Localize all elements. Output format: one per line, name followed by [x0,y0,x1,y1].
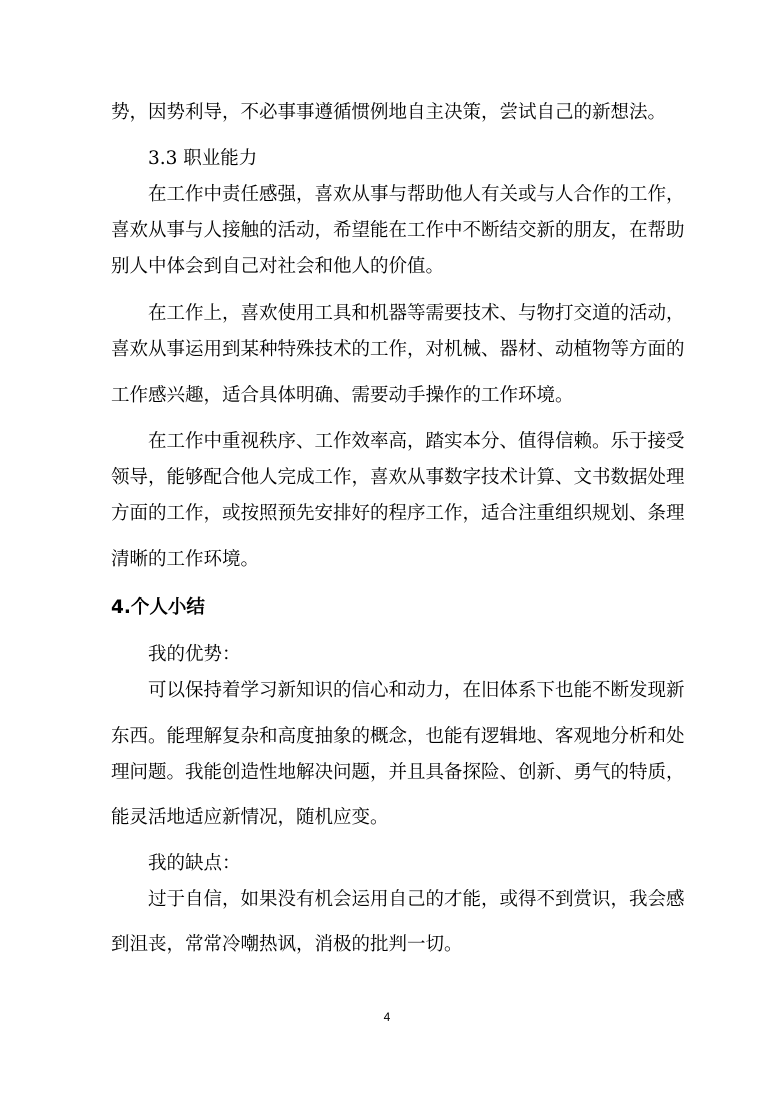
paragraph-line: 在工作上，喜欢使用工具和机器等需要技术、与物打交道的活动， [148,303,685,324]
paragraph-line: 在工作中责任感强，喜欢从事与帮助他人有关或与人合作的工作， [148,184,685,205]
section-4-heading: 4.个人小结 [111,597,205,618]
paragraph-line: 过于自信，如果没有机会运用自己的才能，或得不到赏识，我会感 [148,889,685,910]
strengths-label: 我的优势： [148,644,241,665]
paragraph-line: 清晰的工作环境。 [111,549,260,570]
weaknesses-label: 我的缺点： [148,853,241,874]
paragraph-line: 喜欢从事运用到某种特殊技术的工作，对机械、器材、动植物等方面的 [111,339,685,360]
paragraph-continuation-line: 势，因势利导，不必事事遵循惯例地自主决策，尝试自己的新想法。 [111,102,667,123]
paragraph-line: 可以保持着学习新知识的信心和动力，在旧体系下也能不断发现新 [148,680,685,701]
paragraph-line: 在工作中重视秩序、工作效率高，踏实本分、值得信赖。乐于接受 [148,431,685,452]
paragraph-line: 喜欢从事与人接触的活动，希望能在工作中不断结交新的朋友，在帮助 [111,220,685,241]
paragraph-line: 方面的工作，或按照预先安排好的程序工作，适合注重组织规划、条理 [111,503,685,524]
paragraph-line: 到沮丧，常常冷嘲热讽，消极的批判一切。 [111,934,463,955]
paragraph-line: 能灵活地适应新情况，随机应变。 [111,807,389,828]
paragraph-line: 理问题。我能创造性地解决问题，并且具备探险、创新、勇气的特质， [111,762,685,783]
paragraph-line: 别人中体会到自己对社会和他人的价值。 [111,256,445,277]
paragraph-line: 东西。能理解复杂和高度抽象的概念，也能有逻辑地、客观地分析和处 [111,726,685,747]
page-number: 4 [383,1010,391,1024]
section-3-3-title: 3.3 职业能力 [148,148,258,169]
paragraph-line: 工作感兴趣，适合具体明确、需要动手操作的工作环境。 [111,385,574,406]
paragraph-line: 领导，能够配合他人完成工作，喜欢从事数字技术计算、文书数据处理 [111,467,685,488]
